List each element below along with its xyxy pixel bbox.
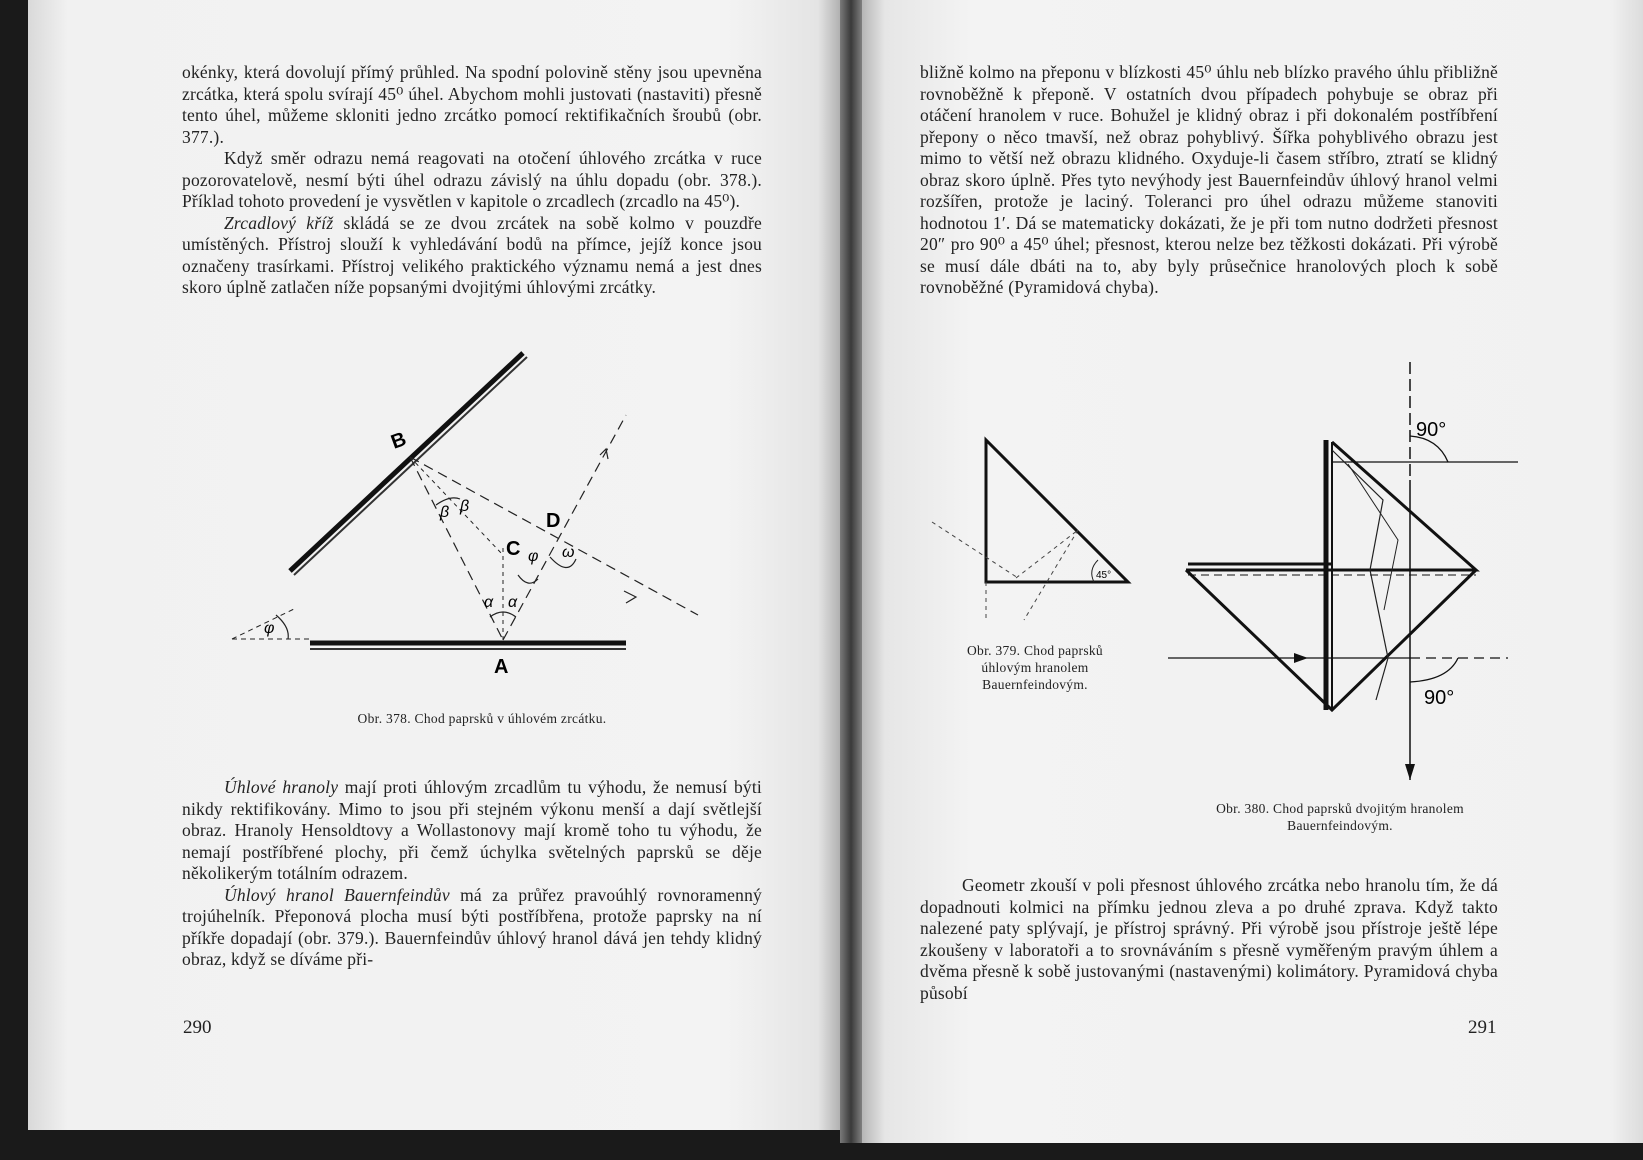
left-paragraph-4-text: mají proti úhlovým zrcadlům tu výhodu, že nemusí býti nikdy rektifikovány. Mimo to jsou při stejném výkonu menší a dají světlejší obraz. Hranoly Hensoldtovy a Wollastonovy mají kromě toho tu výhodu, že nemají postříbřené plochy, při čemž úchylka světelných paprsků se děje několikerým totálním odrazem. (182, 777, 762, 883)
term-bauernfeinduv-hranol: Úhlový hranol Bauernfeindův (224, 884, 450, 905)
label-omega: ω (562, 544, 575, 561)
figure-379-diagram (928, 430, 1138, 620)
left-paragraph-5-text: má za průřez pravoúhlý rovnoramenný trojúhelník. Přeponová plocha musí býti postříbřena, protože paprsky na ní příkře dopadají (obr. 379.). Bauernfeindův úhlový hranol dává jen tehdy klidný obraz, když se díváme při- (182, 884, 762, 969)
label-d: D (546, 510, 561, 532)
book-gutter (840, 0, 862, 1143)
term-uhlove-hranoly: Úhlové hranoly (224, 777, 339, 797)
angle-90-top: 90° (1416, 419, 1447, 441)
left-paragraph-2: Když směr odrazu nemá reagovati na otočení úhlového zrcátka v ruce pozorovatelově, nesmí býti úhel odrazu závislý na úhlu dopadu (obr. 378.). Příklad tohoto provedení je vysvětlen v kapitole o zrcadlech (zrcadlo na 45⁰). (182, 148, 762, 211)
label-alpha-1: α (484, 594, 494, 611)
left-paragraph-5 (182, 885, 762, 971)
right-bottom-text (920, 875, 1498, 1004)
figure-380-diagram (1148, 360, 1528, 780)
label-b: B (388, 428, 410, 454)
right-paragraph-2: Geometr zkouší v poli přesnost úhlového zrcátka nebo hranolu tím, že dá dopadnouti kolmici na přímku jednou zleva a po druhé zprava. Když takto nalezené paty splývají, je přístroj správný. Při výrobě jsou přístroje ještě lépe zkoušeny v laboratoři a to srovnáváním s přesně vyměřeným pravým úhlem a dvěma přesně k sobě justovanými (nastavenými) kolimátory. Pyramidová chyba působí (920, 875, 1498, 1003)
label-phi-left: φ (264, 620, 275, 637)
figure-379-caption-line1: Obr. 379. Chod paprsků (967, 643, 1103, 658)
right-top-text (920, 62, 1498, 299)
label-a: A (494, 656, 509, 678)
angle-90-bottom: 90° (1424, 687, 1455, 709)
figure-379-caption-line2: úhlovým hranolem (981, 660, 1089, 675)
left-paragraph-3 (182, 213, 762, 299)
figure-379-caption (940, 642, 1130, 693)
figure-379-caption-line3: Bauernfeindovým. (982, 677, 1088, 692)
label-alpha-2: α (508, 594, 518, 611)
prism-triangle (986, 440, 1128, 582)
label-c: C (506, 538, 521, 560)
figure-380-caption-line2: Bauernfeindovým. (1287, 818, 1393, 833)
left-bottom-text (182, 777, 762, 971)
mirror-b (290, 353, 523, 571)
label-beta-1: β (440, 504, 450, 521)
right-paragraph-1: bližně kolmo na přeponu v blízkosti 45⁰ úhlu neb blízko pravého úhlu přibližně rovnoběžně k přeponě. V ostatních dvou případech pohybuje se obraz při otáčení hranolem v ruce. Bohužel je klidný obraz i při dokonalém postříbření přepony o něco tmavší, než obraz pohyblivý. Šířka pohyblivého obrazu jest mimo to větší než obrazu klidného. Oxyduje-li časem stříbro, ztratí se klidný obraz skoro úplně. Přes tyto nevýhody jest Bauernfeindův úhlový hranol velmi rozšířen, protože je laciný. Toleranci pro úhel odrazu můžeme stanoviti hodnotou 1′. Dá se matematicky dokázati, že je při tom nutno dodržeti přesnost 20″ pro 90⁰ a 45⁰ úhel; přesnost, kterou nelze bez těžkosti dokázati. Při výrobě se musí dále dbáti na to, aby byly průsečnice hranolových ploch k sobě rovnoběžné (Pyramidová chyba). (920, 62, 1498, 297)
angle-45: 45° (1096, 570, 1112, 581)
right-page-number: 291 (1468, 1017, 1497, 1038)
left-page-number: 290 (183, 1017, 212, 1038)
left-paragraph-4 (182, 777, 762, 885)
label-phi-center: φ (528, 548, 539, 565)
left-top-text (182, 62, 762, 299)
term-zrcadlovy-kriz: Zrcadlový kříž (224, 212, 334, 233)
figure-380-caption-line1: Obr. 380. Chod paprsků dvojitým hranolem (1216, 801, 1464, 816)
left-paragraph-1: okénky, která dovolují přímý průhled. Na spodní polovině stěny jsou upevněna zrcátka, která spolu svírají 45⁰ úhel. Abychom mohli justovati (nastaviti) přesně tento úhel, můžeme skloniti jedno zrcátko pomocí rektifikačních šroubů (obr. 377.). (182, 62, 762, 147)
figure-378-caption: Obr. 378. Chod paprsků v úhlovém zrcátku. (357, 711, 607, 726)
figure-378-diagram (228, 345, 698, 678)
label-beta-2: β (460, 498, 470, 515)
left-paragraph-3-text: skládá se ze dvou zrcátek na sobě kolmo v pouzdře umístěných. Přístroj slouží k vyhledávání bodů na přímce, jejíž konce jsou označeny trasírkami. Přístroj velikého praktického významu nemá a jest dnes skoro úplně zatlačen níže popsanými dvojitými úhlovými zrcátky. (182, 212, 763, 297)
figure-380-caption (1150, 800, 1530, 834)
